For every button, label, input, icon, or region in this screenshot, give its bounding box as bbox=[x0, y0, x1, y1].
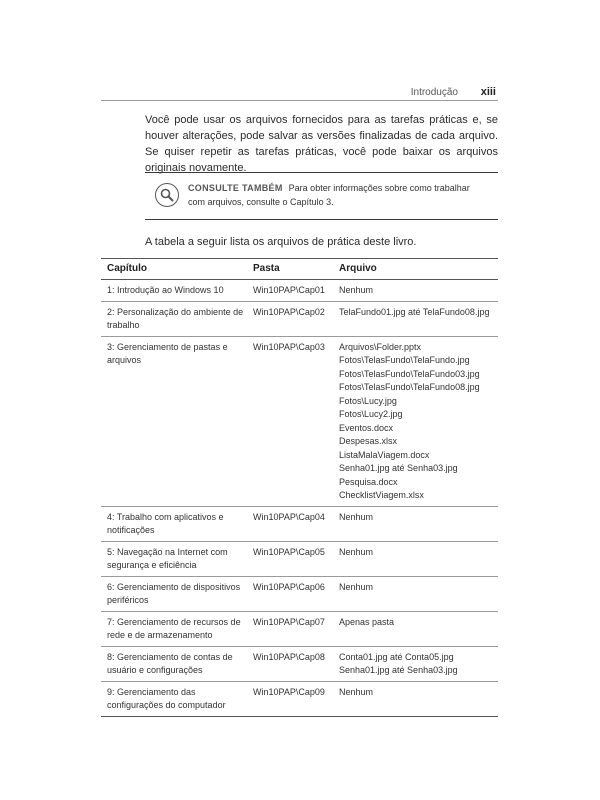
chapter-cell: 9: Gerenciamento das configurações do computador bbox=[101, 681, 247, 716]
table-row bbox=[101, 336, 498, 506]
file-name: Pesquisa.docx bbox=[339, 476, 398, 487]
files-cell bbox=[333, 301, 498, 336]
see-also-label: CONSULTE TAMBÉM bbox=[188, 183, 283, 193]
file-name: Nenhum bbox=[339, 686, 374, 697]
files-cell bbox=[333, 611, 498, 646]
folder-cell: Win10PAP\Cap07 bbox=[247, 611, 333, 646]
folder-cell: Win10PAP\Cap02 bbox=[247, 301, 333, 336]
files-cell bbox=[333, 576, 498, 611]
table-row bbox=[101, 541, 498, 576]
see-also-body: Para obter informações sobre como trabalhar com arquivos, consulte o Capítulo 3. bbox=[188, 183, 470, 207]
practice-files-table bbox=[101, 258, 498, 717]
lead-sentence: A tabela a seguir lista os arquivos de prática deste livro. bbox=[145, 236, 417, 248]
folder-cell: Win10PAP\Cap09 bbox=[247, 681, 333, 716]
file-name: ChecklistViagem.xlsx bbox=[339, 490, 424, 500]
file-name: Senha01.jpg até Senha03.jpg bbox=[339, 665, 458, 675]
chapter-cell: 7: Gerenciamento de recursos de rede e de armazenamento bbox=[101, 611, 247, 646]
file-name: ListaMalaViagem.docx bbox=[339, 449, 430, 460]
file-name: Nenhum bbox=[339, 546, 374, 557]
table-row bbox=[101, 681, 498, 716]
file-name: Nenhum bbox=[339, 581, 374, 592]
table-row bbox=[101, 576, 498, 611]
file-name: Despesas.xlsx bbox=[339, 436, 398, 446]
table-body bbox=[101, 280, 498, 717]
files-cell bbox=[333, 280, 498, 302]
folder-cell: Win10PAP\Cap03 bbox=[247, 336, 333, 506]
chapter-cell: 3: Gerenciamento de pastas e arquivos bbox=[101, 336, 247, 506]
folder-cell: Win10PAP\Cap01 bbox=[247, 280, 333, 302]
running-head bbox=[101, 86, 498, 101]
table-row bbox=[101, 506, 498, 541]
folder-cell: Win10PAP\Cap06 bbox=[247, 576, 333, 611]
folder-cell: Win10PAP\Cap05 bbox=[247, 541, 333, 576]
file-name: TelaFundo01.jpg até TelaFundo08.jpg bbox=[339, 306, 490, 317]
chapter-cell: 4: Trabalho com aplicativos e notificações bbox=[101, 506, 247, 541]
table-row bbox=[101, 611, 498, 646]
file-name: Arquivos\Folder.pptx bbox=[339, 341, 422, 352]
table-header-row bbox=[101, 259, 498, 280]
table-row bbox=[101, 646, 498, 681]
chapter-cell: 5: Navegação na Internet com segurança e eficiência bbox=[101, 541, 247, 576]
files-cell bbox=[333, 336, 498, 506]
files-cell bbox=[333, 541, 498, 576]
chapter-cell: 2: Personalização do ambiente de trabalho bbox=[101, 301, 247, 336]
file-name: Eventos.docx bbox=[339, 422, 394, 433]
file-name: Fotos\TelasFundo\TelaFundo.jpg bbox=[339, 355, 470, 365]
file-name: Fotos\TelasFundo\TelaFundo08.jpg bbox=[339, 382, 480, 392]
column-header-folder: Pasta bbox=[247, 259, 333, 280]
file-name: Nenhum bbox=[339, 511, 374, 522]
table-row bbox=[101, 301, 498, 336]
magnifier-icon bbox=[155, 183, 179, 207]
table-row bbox=[101, 280, 498, 302]
files-cell bbox=[333, 506, 498, 541]
file-name: Nenhum bbox=[339, 285, 374, 295]
file-name: Senha01.jpg até Senha03.jpg bbox=[339, 463, 458, 473]
file-name: Apenas pasta bbox=[339, 616, 395, 627]
column-header-chapter: Capítulo bbox=[101, 259, 247, 280]
files-cell bbox=[333, 681, 498, 716]
file-name: Fotos\Lucy2.jpg bbox=[339, 409, 403, 419]
page-number: xiii bbox=[480, 86, 496, 98]
column-header-file: Arquivo bbox=[333, 259, 498, 280]
see-also-text bbox=[188, 181, 488, 209]
chapter-cell: 6: Gerenciamento de dispositivos periféricos bbox=[101, 576, 247, 611]
file-name: Fotos\Lucy.jpg bbox=[339, 395, 397, 406]
section-title: Introdução bbox=[410, 87, 458, 98]
files-cell bbox=[333, 646, 498, 681]
chapter-cell: 1: Introdução ao Windows 10 bbox=[101, 280, 247, 302]
intro-paragraph: Você pode usar os arquivos fornecidos para as tarefas práticas e, se houver alterações, pode salvar as versões finalizadas de cada arquivo. Se quiser repetir as tarefas práticas, você pode baixar os arquivos originais novamente. bbox=[145, 114, 498, 174]
file-name: Fotos\TelasFundo\TelaFundo03.jpg bbox=[339, 368, 480, 379]
file-name: Conta01.jpg até Conta05.jpg bbox=[339, 651, 454, 662]
see-also-box bbox=[145, 172, 498, 220]
chapter-cell: 8: Gerenciamento de contas de usuário e configurações bbox=[101, 646, 247, 681]
folder-cell: Win10PAP\Cap08 bbox=[247, 646, 333, 681]
folder-cell: Win10PAP\Cap04 bbox=[247, 506, 333, 541]
